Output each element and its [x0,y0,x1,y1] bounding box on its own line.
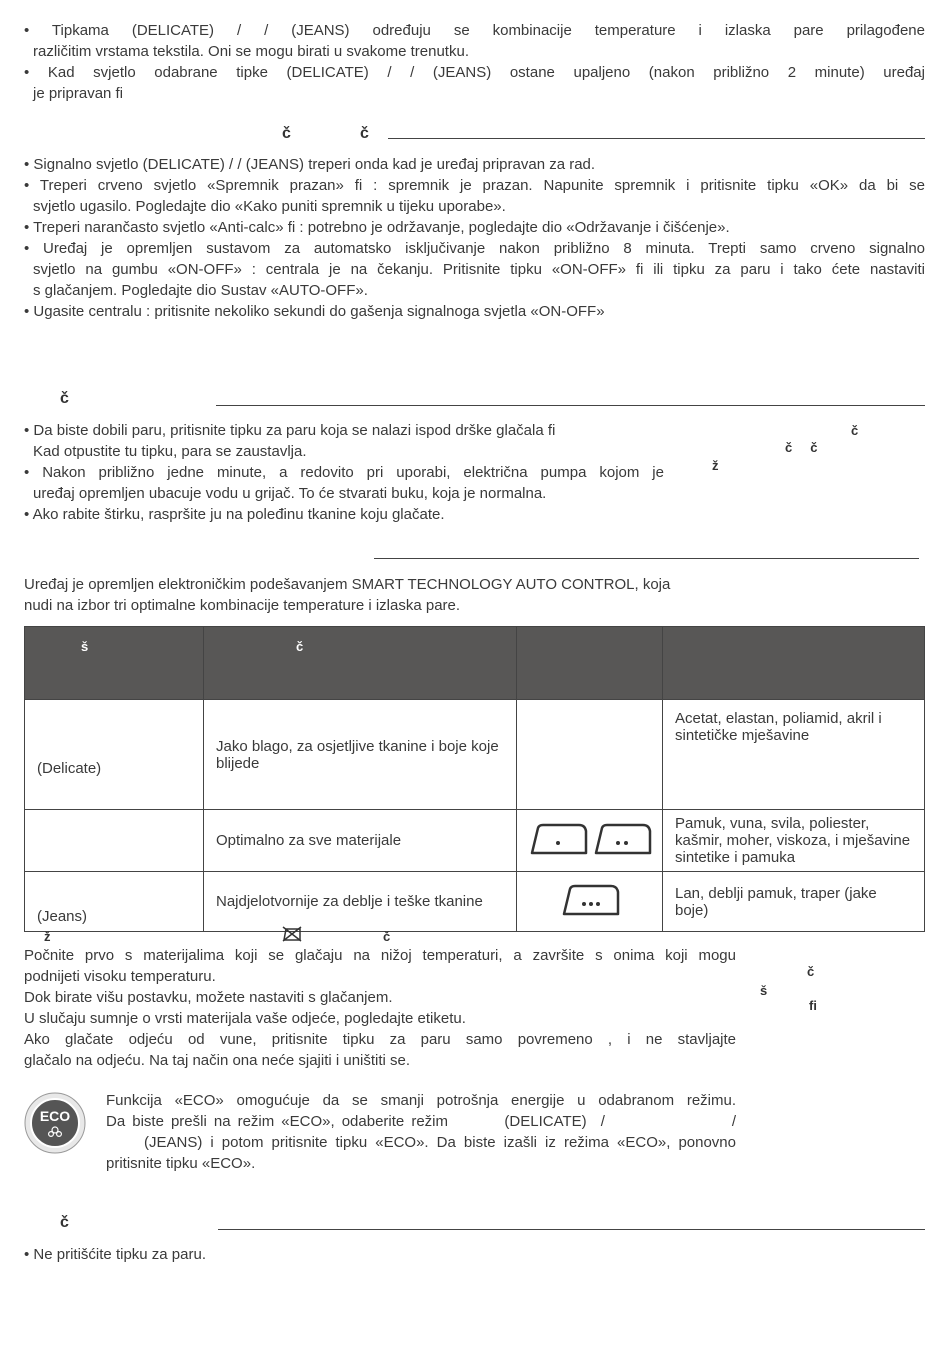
no-steam-icon [282,926,302,942]
table-header-row [25,627,925,700]
table-cell: Najdjelotvornije za deblje i teške tkanine [204,872,517,932]
table-cell: Acetat, elastan, poliamid, akril i sintetičke mješavine [663,700,925,810]
heading-rule [216,405,925,406]
text-line: • Uređaj je opremljen sustavom za automatsko isključivanje nakon približno 8 minuta. Trepti samo crveno signalno [24,240,925,257]
text-line: Uređaj je opremljen elektroničkim podešavanjem SMART TECHNOLOGY AUTO CONTROL, koja [24,576,671,593]
text-line: • Ne pritišćite tipku za paru. [24,1246,206,1263]
settings-table [24,626,925,932]
heading-rule [388,138,925,139]
heading-fragment: č [60,390,69,407]
side-fragment: č [851,423,859,438]
text-line: Kad otpustite tu tipku, para se zaustavlja. [33,443,307,460]
heading-fragment: ž [44,929,51,944]
text-line: • Treperi crveno svjetlo «Spremnik prazan» ﬁ : spremnik je prazan. Napunite spremnik i pritisnite tipku «OK» da bi se [24,177,925,194]
side-fragment: š [760,983,768,998]
text-line: • Treperi narančasto svjetlo «Anti-calc» ﬁ : potrebno je održavanje, pogledajte dio «Održavanje i čišćenje». [24,219,730,236]
side-fragment: č [807,964,815,979]
table-header [517,627,663,700]
text-line: svjetlo na gumbu «ON-OFF» : centrala je na čekanju. Pritisnite tipku «ON-OFF» ﬁ ili tipku za paru i tako ćete nastaviti [33,261,925,278]
heading-fragment: č [383,929,391,944]
iron-two-dots-icon [593,822,653,856]
heading-fragment: č [360,125,369,142]
text-line: (JEANS) i potom pritisnite tipku «ECO». Da biste izašli iz režima «ECO», ponovno [144,1134,736,1151]
table-header [663,627,925,700]
heading-fragment: č [282,125,291,142]
table-header: č [204,627,517,700]
text-line: Dok birate višu postavku, možete nastaviti s glačanjem. [24,989,393,1006]
text-line: Počnite prvo s materijalima koji se glačaju na nižoj temperaturi, a završite s onima koji mogu [24,947,736,964]
table-cell: Optimalno za sve materijale [204,810,517,872]
table-row [25,700,925,810]
table-cell: Pamuk, vuna, svila, poliester, kašmir, moher, viskoza, i mješavine sintetike i pamuka [663,810,925,872]
side-fragment: ﬁ [809,998,817,1013]
text-line: • Ako rabite štirku, raspršite ju na poleđinu tkanine koju glačate. [24,506,445,523]
table-row [25,872,925,932]
table-header: š [25,627,204,700]
iron-one-dot-icon [529,822,589,856]
table-cell [517,872,663,932]
table-cell [25,810,204,872]
eco-badge-icon [24,1092,86,1154]
text-line: podnijeti visoku temperaturu. [24,968,216,985]
text-line: • Tipkama (DELICATE) / / (JEANS) određuju se kombinacije temperature i izlaska pare prilagođene [24,22,925,39]
table-cell [517,810,663,872]
text-line: uređaj opremljen ubacuje vodu u grijač. To će stvarati buku, koja je normalna. [33,485,547,502]
text-line: Funkcija «ECO» omogućuje da se smanji potrošnja energije u odabranom režimu. [106,1092,736,1109]
text-line: je pripravan ﬁ [33,85,124,102]
eco-badge-label: ECO [39,1108,71,1124]
section-rule [374,558,919,559]
table-cell: Jako blago, za osjetljive tkanine i boje koje blijede [204,700,517,810]
text-line: glačalo na odjeću. Na taj način ona neće sjajiti i uništiti se. [24,1052,411,1069]
table-cell [517,700,663,810]
text-line: različitim vrstama tekstila. Oni se mogu birati u svakome trenutku. [33,43,469,60]
text-line: • Da biste dobili paru, pritisnite tipku za paru koja se nalazi ispod drške glačala ﬁ [24,422,556,439]
table-cell: (Jeans) [25,872,204,932]
text-line: • Ugasite centralu : pritisnite nekoliko sekundi do gašenja signalnoga svjetla «ON-OFF» [24,303,605,320]
text-line: • Signalno svjetlo (DELICATE) / / (JEANS) treperi onda kad je uređaj pripravan za rad. [24,156,596,173]
text-line: s glačanjem. Pogledajte dio Sustav «AUTO-OFF». [33,282,368,299]
heading-fragment: č [60,1214,69,1231]
heading-rule [218,1229,925,1230]
side-fragment: ž [712,458,719,473]
text-line: Ako glačate odjeću od vune, pritisnite tipku za paru samo povremeno , i ne stavljajte [24,1031,736,1048]
iron-three-dots-icon [561,883,621,917]
text-line: Da biste prešli na režim «ECO», odaberite režim (DELICATE) / / [106,1113,736,1130]
table-cell: Lan, deblji pamuk, traper (jake boje) [663,872,925,932]
text-line: pritisnite tipku «ECO». [106,1155,256,1172]
text-line: U slučaju sumnje o vrsti materijala vaše odjeće, pogledajte etiketu. [24,1010,466,1027]
text-line: • Nakon približno jedne minute, a redovito pri uporabi, električna pumpa kojom je [24,464,664,481]
text-line: svjetlo ugasilo. Pogledajte dio «Kako puniti spremnik u tijeku uporabe». [33,198,506,215]
text-line: nudi na izbor tri optimalne kombinacije temperature i izlaska pare. [24,597,461,614]
table-row [25,810,925,872]
side-fragment: č č [785,440,818,455]
text-line: • Kad svjetlo odabrane tipke (DELICATE) / / (JEANS) ostane upaljeno (nakon približno 2 minute) uređaj [24,64,925,81]
table-cell: (Delicate) [25,700,204,810]
